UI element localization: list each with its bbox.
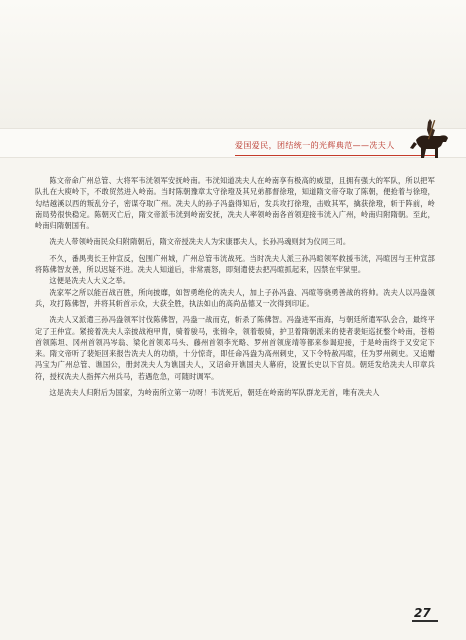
page-number: 27 xyxy=(414,606,431,620)
page-number-underline xyxy=(412,620,438,622)
banner-title: 爱国爱民，团结统一的光辉典范——冼夫人 xyxy=(235,140,395,150)
banner-rule xyxy=(235,155,435,156)
page-top-margin xyxy=(0,0,466,128)
horse-rider-icon xyxy=(410,118,452,166)
paragraph: 冼夫人带领岭南民众归附隋朝后，隋文帝授冼夫人为宋康郡夫人，长孙冯魂则封为仪同三司。 xyxy=(49,237,351,247)
paragraph: 不久，番禺夷长王仲宣反，包围广州城，广州总管韦洸战死。当时冼夫人派三孙冯暄领军救援韦洸，冯暄因与王仲宣部将陈佛智友善，所以迟疑不进。冼夫人知道后，非常震怒，即刻遣使去把冯暄抓起来，囚禁在牢狱里。 xyxy=(35,253,435,275)
paragraph: 冼家军之所以能百战百胜，所向披靡，如智勇绝伦的冼夫人，加上子孙冯盎、冯暄等骁勇善战的将帅。冼夫人以冯盎领兵，攻打陈佛智，并将其斩首示众，大获全胜，执法如山的高尚品德又一次得到印证。 xyxy=(35,287,435,308)
paragraph: 这是冼夫人归附后为国家，为岭南所立第一功呀！韦洸死后，朝廷在岭南的军队群龙无首，唯有冼夫人 xyxy=(49,388,380,398)
article-body xyxy=(35,175,435,398)
paragraph: 陈文帝命广州总管、大将军韦洸领军安抚岭南。韦洸知道冼夫人在岭南享有极高的威望，且拥有强大的军队，所以把军队扎在大庾岭下，不敢贸然进入岭南。当时陈朝豫章太守徐璒及其兄弟都督徐璒，知道隋文帝夺取了陈朝，便抢着与徐璒，勾结越溪以西的叛乱分子，密谋夺取广州。冼夫人的孙子冯盎得知后，发兵攻打徐璒，击败其军，擒获徐璒，斩于阵前，岭南局势很快稳定。陈朝灭亡后，隋文帝派韦洸到岭南安抚，冼夫人率领岭南各首领迎接韦洸入广州，岭南归附隋朝。至此，岭南归隋朝国有。 xyxy=(35,176,435,231)
paragraph: 这便是冼夫人大义之举。 xyxy=(49,276,131,286)
paragraph: 冼夫人又派遣三孙冯盎领军讨伐陈佛智，冯盎一战而克，斩杀了陈佛智。冯盎进军南海，与朝廷所遣军队会合，最终平定了王仲宣。紧接着冼夫人亲披战袍甲胄，骑着骏马，张锦伞，领着彀骑，护卫着隋朝派来的使者裴矩巡抚整个岭南，苍梧首领陈坦、冈州首领冯岑翁、梁化首领邓马头、藤州首领李光略、罗州首领庞靖等都来参谒迎接，于是岭南终于又安定下来。隋文帝听了裴矩回来报告冼夫人的功绩，十分惊奇，即任命冯盎为高州刺史，又下令特赦冯暄，任为罗州刺史。又追赠冯宝为广州总管、谯国公，册封冼夫人为谯国夫人，又诏命开谯国夫人幕府，设置长史以下官员。朝廷发给冼夫人印章兵符，授权冼夫人指挥六州兵马，若遇危急，可随时调军。 xyxy=(35,315,435,381)
